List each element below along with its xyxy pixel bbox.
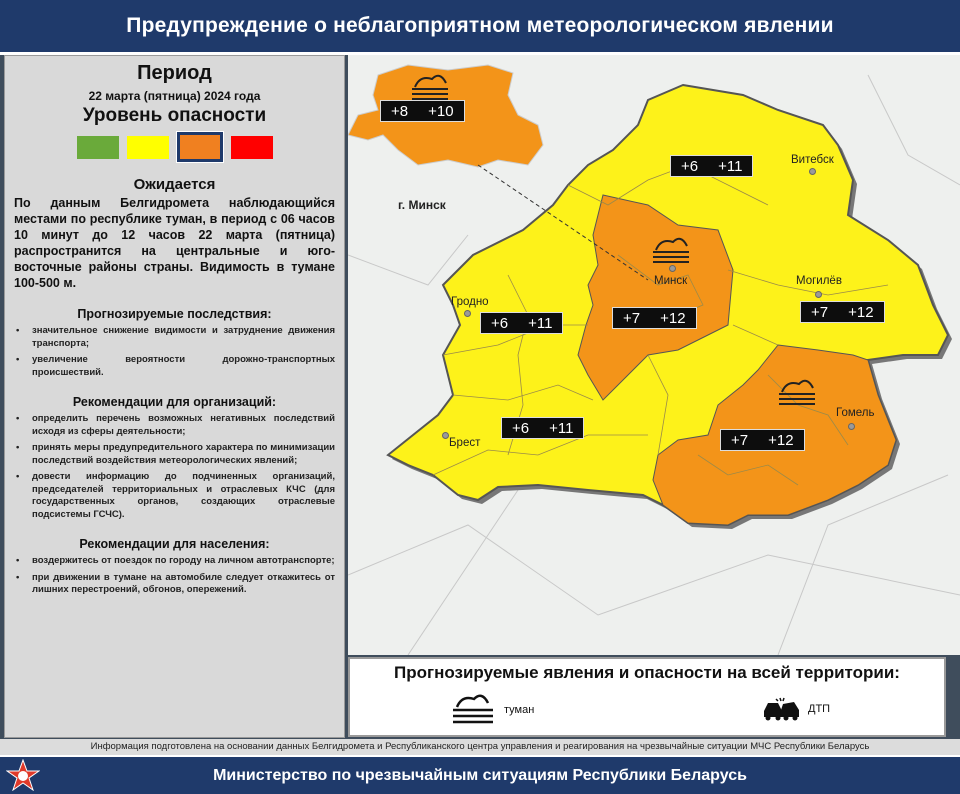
- expected-title: Ожидается: [133, 176, 216, 193]
- temp-max: +11: [528, 314, 553, 332]
- temp-vitebsk: [670, 155, 753, 177]
- period-title: Период: [137, 62, 212, 84]
- city-vitebsk: Витебск: [791, 154, 834, 166]
- city-dot-brest: [442, 432, 449, 439]
- list-item: • довести информацию до подчиненных организаций, председателей территориальных и отраслевых КЧС (для государственных органов, создающих отраслевые подсистемы ГСЧС).: [14, 471, 335, 521]
- legend-title: Прогнозируемые явления и опасности на всей территории:: [394, 663, 900, 682]
- level-orange-selected: [177, 132, 223, 162]
- level-red: [231, 136, 273, 159]
- consequences-title: Прогнозируемые последствия:: [77, 307, 272, 321]
- car-crash-icon: [762, 697, 800, 721]
- temp-max: +12: [768, 431, 794, 449]
- level-yellow: [127, 136, 169, 159]
- list-item: • воздержитесь от поездок по городу на личном автотранспорте;: [14, 555, 335, 568]
- temp-min: +6: [681, 157, 699, 175]
- legend-fog: [450, 693, 534, 727]
- city-grodno: Гродно: [451, 296, 489, 308]
- expected-text: По данным Белгидромета наблюдающийся местами по республике туман, в период с 06 часов 10 минут до 12 часов 22 марта (пятница) распространится на центральные и юго-восточные районы страны. Видимость в тумане 100-500 м.: [14, 196, 335, 290]
- level-green: [77, 136, 119, 159]
- temp-grodno: [480, 312, 563, 334]
- city-brest: Брест: [449, 437, 481, 449]
- footer-title: Министерство по чрезвычайным ситуациям Республики Беларусь: [213, 766, 747, 784]
- legend-dtp-label: ДТП: [808, 703, 831, 715]
- legend-dtp: [762, 697, 830, 721]
- list-item: • увеличение вероятности дорожно-транспортных происшествий.: [14, 354, 335, 379]
- temp-min: +6: [491, 314, 509, 332]
- city-dot-minsk: [669, 265, 676, 272]
- list-item: • значительное снижение видимости и затруднение движения транспорта;: [14, 325, 335, 350]
- header-bar: [0, 0, 960, 55]
- pop-recs-list: [5, 555, 344, 597]
- list-item: • принять меры предупредительного характера по минимизации последствий воздействия метеорологических явлений;: [14, 442, 335, 467]
- temp-max: +11: [718, 157, 743, 175]
- temp-max: +11: [549, 419, 574, 437]
- city-dot-grodno: [464, 310, 471, 317]
- temp-max: +12: [660, 309, 686, 327]
- temp-min: +7: [623, 309, 641, 327]
- org-recs-title: Рекомендации для организаций:: [72, 395, 277, 409]
- pop-recs-title: Рекомендации для населения:: [79, 537, 270, 551]
- mchs-emblem-icon: [6, 759, 40, 791]
- legend-panel: [348, 657, 946, 737]
- source-footnote: Информация подготовлена на основании данных Белгидромета и Республиканского центра управления и реагирования на чрезвычайные ситуации МЧС Республики Беларусь: [0, 739, 960, 755]
- danger-level-title: Уровень опасности: [82, 105, 267, 126]
- danger-level-scale: [5, 132, 344, 162]
- org-recs-list: [5, 413, 344, 521]
- temp-max: +12: [848, 303, 874, 321]
- city-dot-mogilev: [815, 291, 822, 298]
- temp-minsk-city: [380, 100, 465, 122]
- city-dot-vitebsk: [809, 168, 816, 175]
- city-dot-gomel: [848, 423, 855, 430]
- temp-brest: [501, 417, 584, 439]
- map-area: [348, 55, 960, 655]
- info-panel: [4, 55, 345, 738]
- legend-fog-label: туман: [504, 704, 535, 716]
- footer-bar: [0, 755, 960, 794]
- temp-gomel: [720, 429, 805, 451]
- fog-icon: [450, 693, 496, 727]
- city-mogilev: Могилёв: [796, 275, 842, 287]
- city-minsk: Минск: [654, 275, 688, 287]
- temp-min: +8: [391, 102, 409, 120]
- temp-min: +7: [811, 303, 829, 321]
- temp-max: +10: [428, 102, 454, 120]
- period-date: 22 марта (пятница) 2024 года: [88, 89, 261, 103]
- list-item: • определить перечень возможных негативных последствий исходя из сферы деятельности;: [14, 413, 335, 438]
- city-gomel: Гомель: [836, 407, 875, 419]
- consequences-list: [5, 325, 344, 379]
- temp-mogilev: [800, 301, 885, 323]
- list-item: • при движении в тумане на автомобиле следует откажитесь от лишних перестроений, обгонов, опережений.: [14, 572, 335, 597]
- temp-minsk: [612, 307, 697, 329]
- temp-min: +6: [512, 419, 530, 437]
- belarus-map: [348, 55, 960, 655]
- page-title: Предупреждение о неблагоприятном метеорологическом явлении: [126, 14, 834, 37]
- minsk-inset-label: г. Минск: [398, 198, 446, 212]
- temp-min: +7: [731, 431, 749, 449]
